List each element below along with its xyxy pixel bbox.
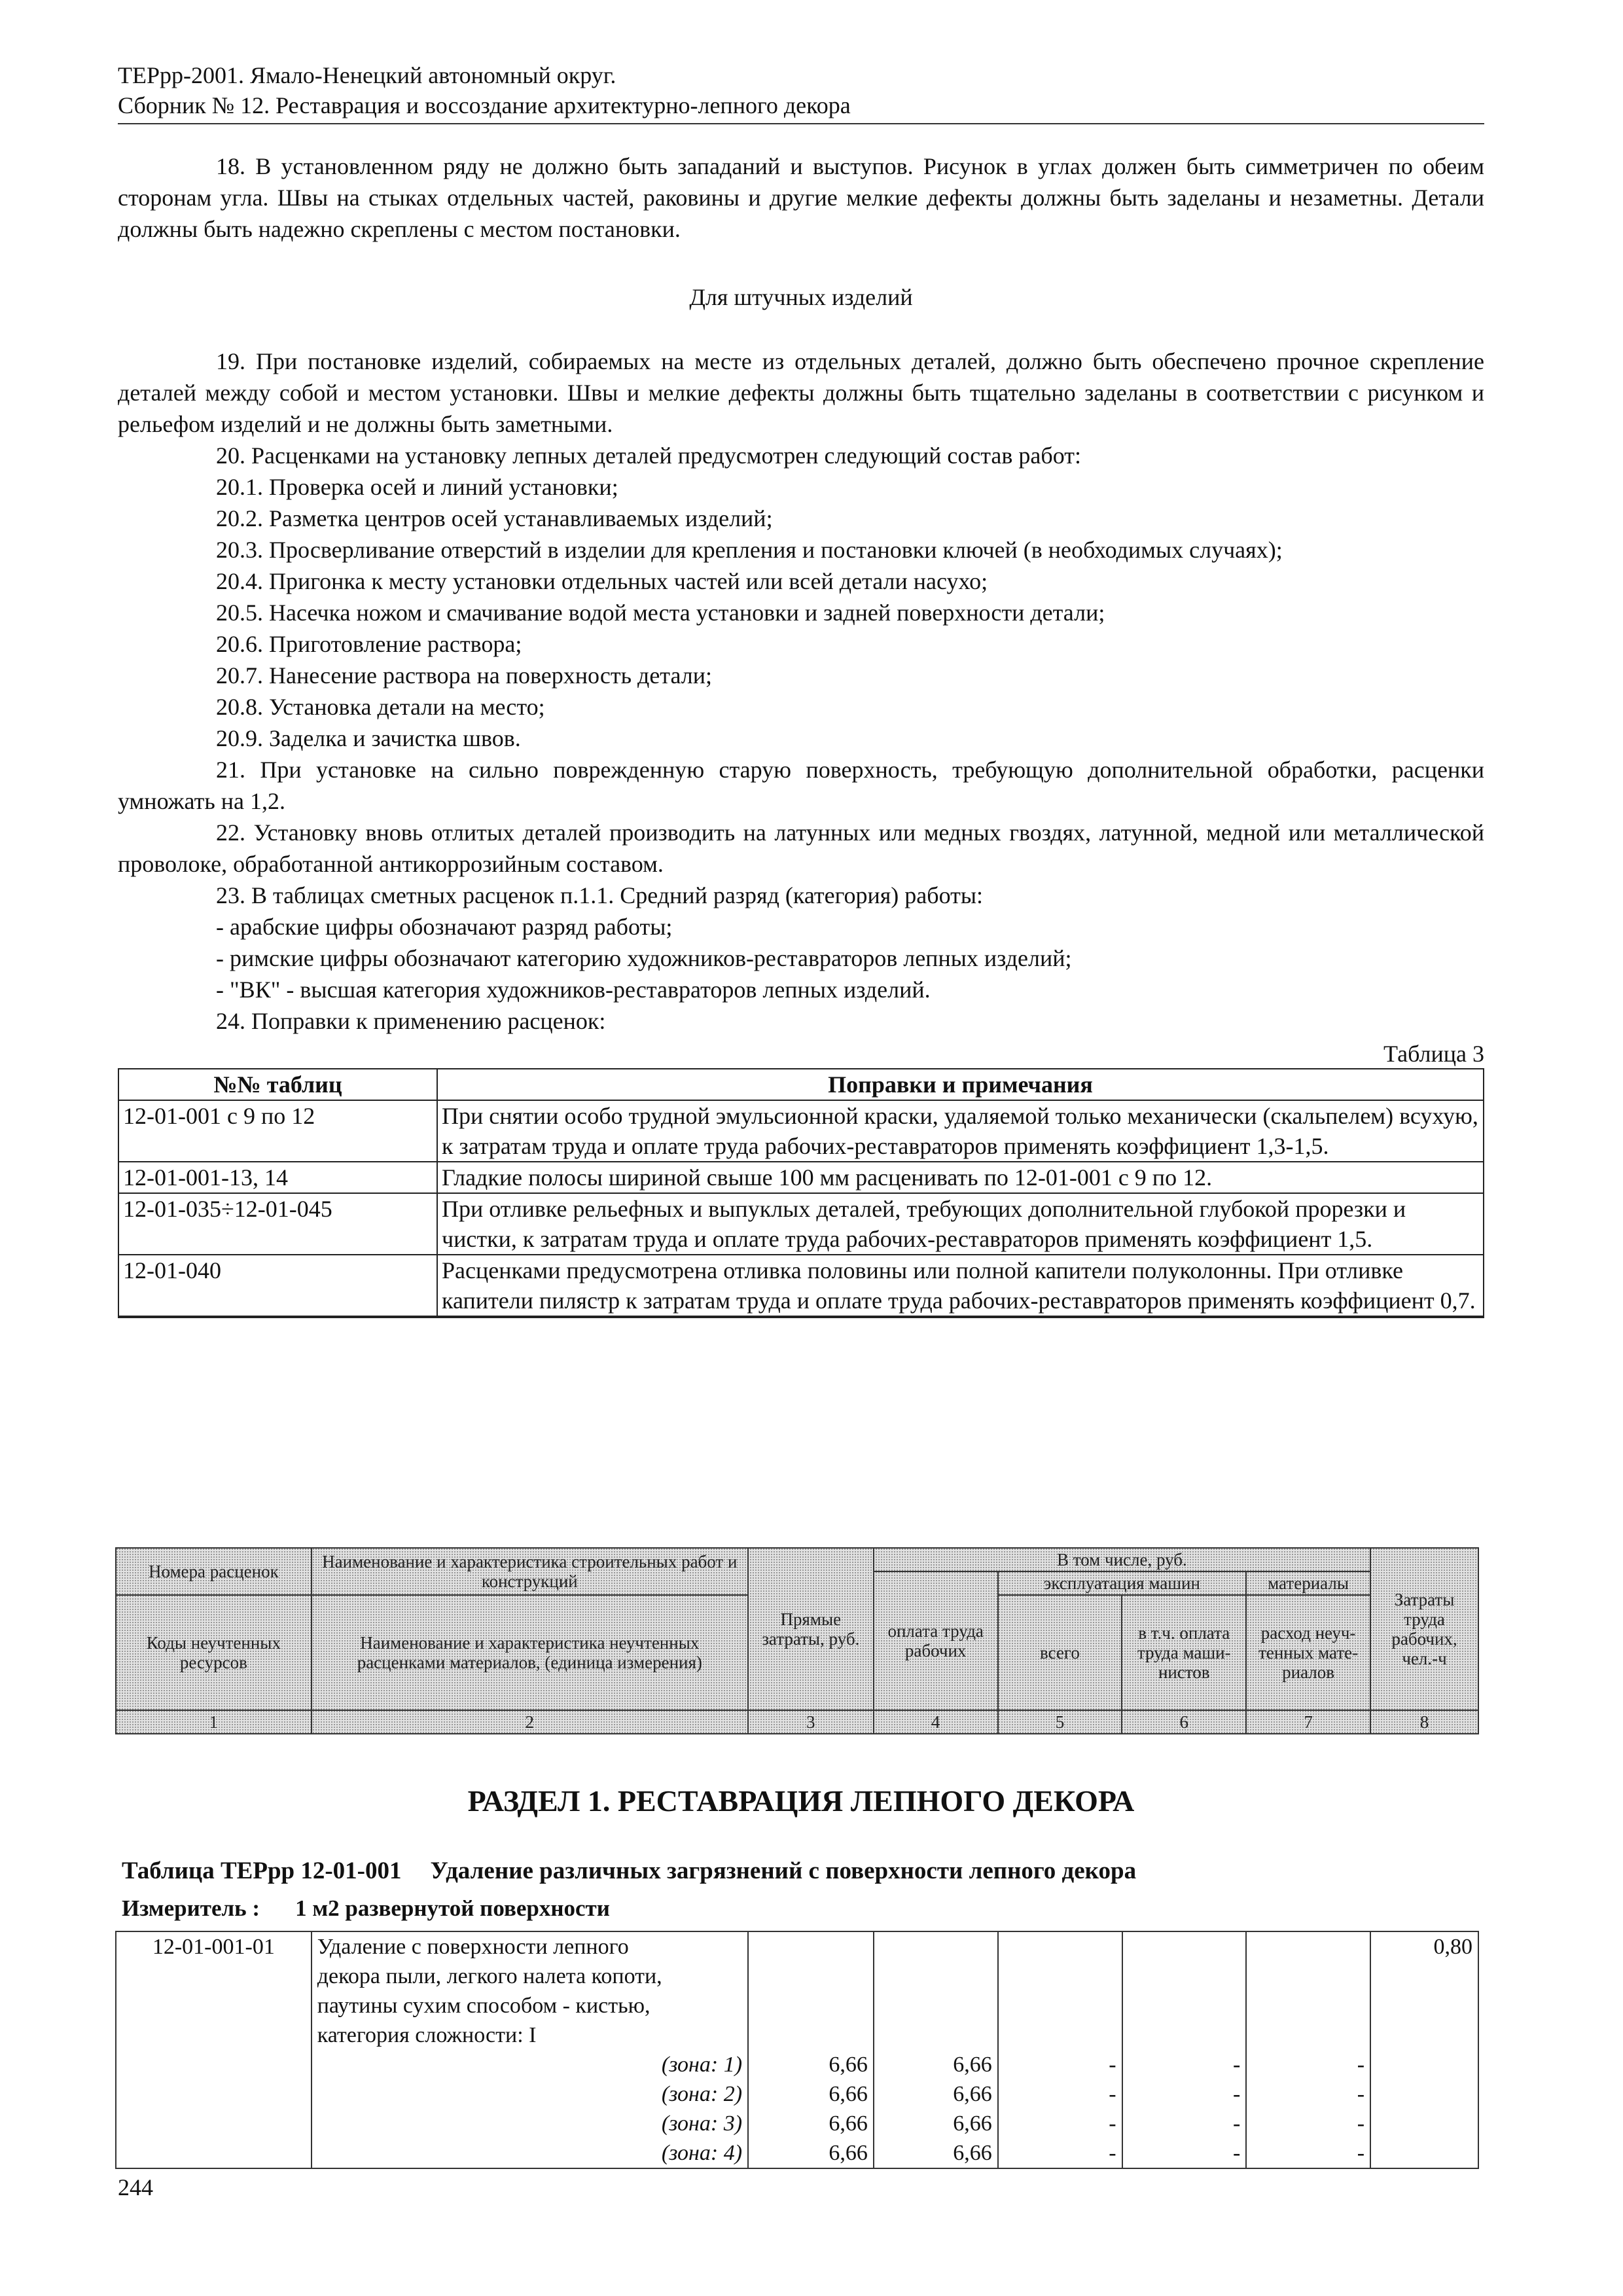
zone-label: (зона: 1)	[312, 2050, 748, 2079]
list-item: 20.3. Просверливание отверстий в изделии для крепления и постановки ключей (в необходимых случаях);	[216, 537, 1283, 563]
column-header-tables: №№ таблиц	[118, 1069, 437, 1100]
table-row	[118, 1162, 1484, 1193]
table-title	[122, 1856, 1136, 1887]
table-note-cell: Гладкие полосы шириной свыше 100 мм расценивать по 12-01-001 с 9 по 12.	[437, 1162, 1484, 1193]
zone-label: (зона: 4)	[312, 2138, 748, 2168]
page-number: 244	[118, 2174, 153, 2200]
materials-cell: -	[1246, 2109, 1370, 2138]
table-row	[118, 1193, 1484, 1255]
paragraph-23: 23. В таблицах сметных расценок п.1.1. Средний разряд (категория) работы:	[216, 882, 984, 908]
header-machines-total: всего	[998, 1595, 1122, 1710]
table-row	[116, 2109, 1478, 2138]
table-row	[116, 2020, 1478, 2050]
list-item: - арабские цифры обозначают разряд работы;	[216, 914, 673, 940]
table-code-cell: 12-01-001-13, 14	[118, 1162, 437, 1193]
corrections-table	[118, 1068, 1484, 1318]
wages-cell: 6,66	[874, 2109, 998, 2138]
materials-cell: -	[1246, 2050, 1370, 2079]
list-item: 20.2. Разметка центров осей устанавливаемых изделий;	[216, 505, 773, 531]
header-line-1: ТЕРрр-2001. Ямало-Ненецкий автономный округ.	[118, 62, 616, 88]
header-direct-costs: Прямые затраты, руб.	[748, 1548, 874, 1710]
header-col-number: 1	[116, 1710, 312, 1734]
table-row	[116, 1991, 1478, 2020]
machines-cell: -	[998, 2109, 1122, 2138]
paragraph-24: 24. Поправки к применению расценок:	[216, 1008, 606, 1034]
header-col-number: 7	[1246, 1710, 1370, 1734]
measure-line	[122, 1894, 610, 1923]
rate-code: 12-01-001-01	[116, 1931, 312, 1962]
list-item: 20.8. Установка детали на место;	[216, 694, 545, 720]
paragraph-18: 18. В установленном ряду не должно быть западаний и выступов. Рисунок в углах должен быть симметричен по обеим сторонам угла. Швы на стыках отдельных частей, раковины и другие мелкие дефекты должны быть заделаны и незаметны. Детали должны быть надежно скреплены с местом постановки.	[118, 153, 1484, 242]
table-note-cell: При снятии особо трудной эмульсионной краски, удаляемой только механически (скальпелем) всухую, к затратам труда и оплате труда рабочих-реставраторов применять коэффициент 1,3-1,5.	[437, 1100, 1484, 1162]
list-item: - римские цифры обозначают категорию художников-реставраторов лепных изделий;	[216, 945, 1072, 971]
paragraph-20: 20. Расценками на установку лепных деталей предусмотрен следующий состав работ:	[216, 442, 1081, 469]
header-line-2: Сборник № 12. Реставрация и воссоздание архитектурно-лепного декора	[118, 92, 851, 118]
header-col-number: 4	[874, 1710, 998, 1734]
list-item: - "ВК" - высшая категория художников-реставраторов лепных изделий.	[216, 977, 931, 1003]
list-item: 20.9. Заделка и зачистка швов.	[216, 725, 521, 751]
zone-label: (зона: 2)	[312, 2079, 748, 2109]
header-machinist-wages: в т.ч. оплата труда маши-нистов	[1122, 1595, 1246, 1710]
machinist-cell: -	[1122, 2109, 1247, 2138]
table-code-cell: 12-01-035÷12-01-045	[118, 1193, 437, 1255]
rate-description-line: декора пыли, легкого налета копоти,	[312, 1962, 748, 1991]
materials-cell: -	[1246, 2079, 1370, 2109]
table-code-cell: 12-01-001 с 9 по 12	[118, 1100, 437, 1162]
header-material-name: Наименование и характеристика неучтенных расценками материалов, (единица измерения)	[312, 1595, 748, 1710]
header-labor-costs: Затраты труда рабочих, чел.-ч	[1370, 1548, 1478, 1710]
paragraph-19: 19. При постановке изделий, собираемых на месте из отдельных деталей, должно быть обеспечено прочное скрепление деталей между собой и местом установки. Швы и мелкие дефекты должны быть тщательно заделаны в соответствии с рисунком и рельефом изделий и не должны быть заметными.	[118, 348, 1484, 437]
rate-labor-costs: 0,80	[1370, 1931, 1478, 1962]
wages-cell: 6,66	[874, 2079, 998, 2109]
header-col-number: 3	[748, 1710, 874, 1734]
table-row	[116, 2079, 1478, 2109]
machines-cell: -	[998, 2050, 1122, 2079]
header-work-name: Наименование и характеристика строительных работ и конструкций	[312, 1548, 748, 1595]
header-rule	[118, 123, 1484, 124]
wages-cell: 6,66	[874, 2050, 998, 2079]
column-header-notes: Поправки и примечания	[437, 1069, 1484, 1100]
table-row	[118, 1100, 1484, 1162]
subheading-piece-items: Для штучных изделий	[689, 284, 913, 310]
header-machines: эксплуатация машин	[998, 1571, 1247, 1595]
table-row	[116, 1962, 1478, 1991]
measure-label: Измеритель :	[122, 1895, 260, 1921]
rate-description-line: паутины сухим способом - кистью,	[312, 1991, 748, 2020]
rates-table	[115, 1931, 1479, 2169]
paragraph-22: 22. Установку вновь отлитых деталей производить на латунных или медных гвоздях, латунной, медной или металлической проволоке, обработанной антикоррозийным составом.	[118, 819, 1484, 877]
table-row	[116, 1931, 1478, 1962]
header-wages: оплата труда рабочих	[874, 1571, 998, 1710]
paragraph-21: 21. При установке на сильно поврежденную старую поверхность, требующую дополнительной обработки, расценки умножать на 1,2.	[118, 757, 1484, 814]
header-resource-codes: Коды неучтенных ресурсов	[116, 1595, 312, 1710]
zone-label: (зона: 3)	[312, 2109, 748, 2138]
table-code-cell: 12-01-040	[118, 1255, 437, 1317]
wages-cell: 6,66	[874, 2138, 998, 2168]
table-row	[116, 2050, 1478, 2079]
machinist-cell: -	[1122, 2079, 1247, 2109]
direct-costs-cell: 6,66	[748, 2050, 874, 2079]
table-row	[116, 2138, 1478, 2168]
rates-column-header	[115, 1547, 1479, 1734]
header-unaccounted-materials: расход неуч-тенных мате-риалов	[1246, 1595, 1370, 1710]
machinist-cell: -	[1122, 2050, 1247, 2079]
list-item: 20.1. Проверка осей и линий установки;	[216, 474, 618, 500]
header-col-number: 6	[1122, 1710, 1246, 1734]
rate-description-line: категория сложности: I	[312, 2020, 748, 2050]
table-row	[118, 1255, 1484, 1317]
header-rate-numbers: Номера расценок	[116, 1548, 312, 1595]
list-item: 20.6. Приготовление раствора;	[216, 631, 522, 657]
machines-cell: -	[998, 2138, 1122, 2168]
materials-cell: -	[1246, 2138, 1370, 2168]
list-item: 20.4. Пригонка к месту установки отдельных частей или всей детали насухо;	[216, 568, 988, 594]
rate-description-line: Удаление с поверхности лепного	[312, 1931, 748, 1962]
list-item: 20.5. Насечка ножом и смачивание водой места установки и задней поверхности детали;	[216, 600, 1105, 626]
running-header	[118, 60, 1484, 124]
measure-value: 1 м2 развернутой поверхности	[295, 1895, 610, 1921]
machinist-cell: -	[1122, 2138, 1247, 2168]
table-header-row	[118, 1069, 1484, 1100]
table-3-caption: Таблица 3	[1383, 1041, 1484, 1067]
header-col-number: 8	[1370, 1710, 1478, 1734]
machines-cell: -	[998, 2079, 1122, 2109]
header-col-number: 5	[998, 1710, 1122, 1734]
direct-costs-cell: 6,66	[748, 2138, 874, 2168]
header-materials: материалы	[1246, 1571, 1370, 1595]
header-col-number: 2	[312, 1710, 748, 1734]
table-title-code: Таблица ТЕРрр 12-01-001	[122, 1857, 402, 1884]
table-title-name: Удаление различных загрязнений с поверхности лепного декора	[430, 1857, 1137, 1884]
direct-costs-cell: 6,66	[748, 2109, 874, 2138]
list-item: 20.7. Нанесение раствора на поверхность детали;	[216, 662, 713, 689]
direct-costs-cell: 6,66	[748, 2079, 874, 2109]
page-content	[118, 60, 1484, 1318]
table-note-cell: При отливке рельефных и выпуклых деталей, требующих дополнительной глубокой прорезки и чистки, к затратам труда и оплате труда рабочих-реставраторов применять коэффициент 1,5.	[437, 1193, 1484, 1255]
section-title: РАЗДЕЛ 1. РЕСТАВРАЦИЯ ЛЕПНОГО ДЕКОРА	[467, 1784, 1135, 1818]
header-including: В том числе, руб.	[874, 1548, 1370, 1571]
document-body	[118, 151, 1484, 1037]
table-note-cell: Расценками предусмотрена отливка половины или полной капители полуколонны. При отливке капители пилястр к затратам труда и оплате труда рабочих-реставраторов применять коэффициент 0,7.	[437, 1255, 1484, 1317]
